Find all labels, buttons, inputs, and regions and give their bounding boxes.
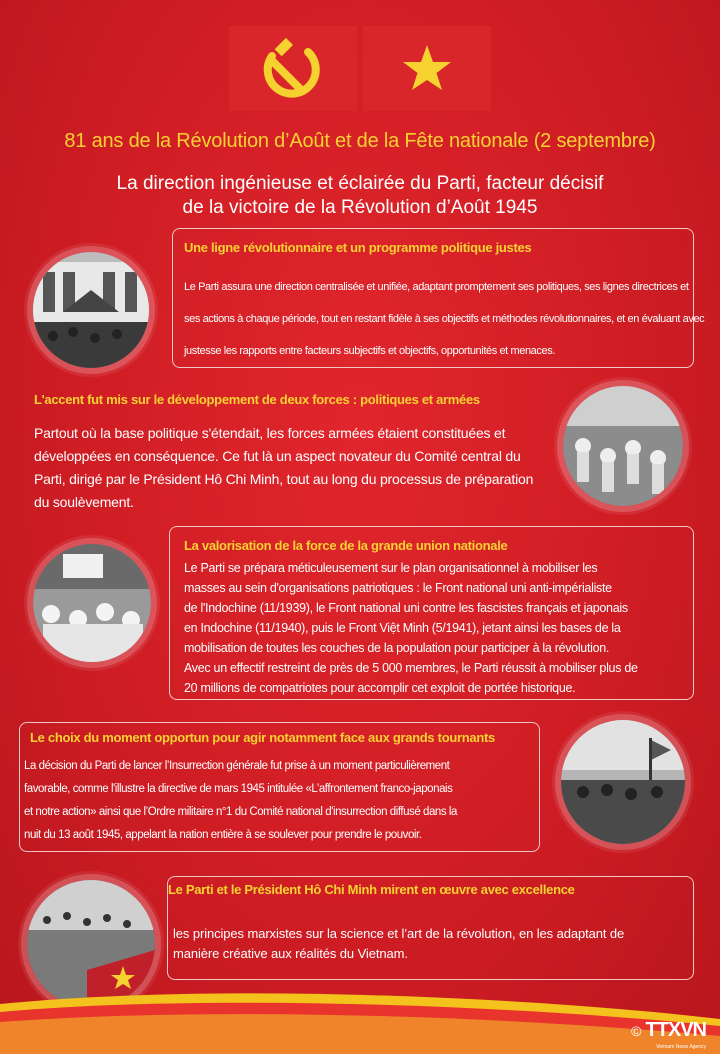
top-title: 81 ans de la Révolution d’Août et de la Fête nationale (2 septembre) <box>64 130 656 152</box>
hammer-sickle-icon <box>258 34 328 104</box>
section-body-4 <box>24 755 536 847</box>
copyright-symbol: © <box>631 1022 642 1039</box>
body-line: Partout où la base politique s'étendait, les forces armées étaient constituées et <box>34 425 506 441</box>
body-line: en Indochine (11/1940), puis le Front Việt Minh (5/1941), jetant ainsi les bases de la <box>184 621 621 635</box>
body-line: 20 millions de compatriotes pour accomplir cet exploit de portée historique. <box>184 681 576 695</box>
bottom-wave <box>0 964 720 1054</box>
main-title-line: La direction ingénieuse et éclairée du Parti, facteur décisif <box>116 173 604 194</box>
body-line: Avec un effectif restreint de près de 5 000 membres, le Parti réussit à mobiliser plus de <box>184 661 638 675</box>
body-line: et notre action» ainsi que l’Ordre militaire n°1 du Comité national d'insurrection diffusé dans la <box>24 806 457 818</box>
body-line: masses au sein d'organisations patriotiques : le Front national uni anti-impérialiste <box>184 581 612 595</box>
body-line: justesse les rapports entre facteurs subjectifs et objectifs, opportunités et menaces. <box>184 345 555 357</box>
body-line: manière créative aux réalités du Vietnam. <box>173 946 408 961</box>
party-flag <box>229 26 357 111</box>
body-line: du soulèvement. <box>34 494 134 510</box>
body-line: Le Parti assura une direction centralisée et unifiée, adaptant promptement ses politiques, ses lignes directrices et <box>184 281 689 293</box>
star-icon <box>399 41 455 97</box>
body-line: développées en conséquence. Ce fut là un aspect novateur du Comité central du <box>34 448 521 464</box>
photo-3 <box>33 544 151 662</box>
section-body-2 <box>34 422 554 514</box>
vietnam-flag <box>363 26 491 111</box>
section-title-3: La valorisation de la force de la grande union nationale <box>184 538 508 553</box>
body-line: favorable, comme l'illustre la directive de mars 1945 intitulée «L’affrontement franco-japonais <box>24 783 453 795</box>
section-body-1 <box>184 271 705 367</box>
section-title-1: Une ligne révolutionnaire et un programme politique justes <box>184 240 532 255</box>
body-line: ses actions à chaque période, tout en restant fidèle à ses objectifs et méthodes révolutionnaires, et en évaluant avec <box>184 313 705 325</box>
main-title <box>0 172 720 220</box>
section-body-3 <box>184 558 694 698</box>
photo-2 <box>563 386 683 506</box>
body-line: nuit du 13 août 1945, appelant la nation entière à se soulever pour prendre le pouvoir. <box>24 829 422 841</box>
photo-4 <box>561 720 685 844</box>
body-line: mobilisation de toutes les couches de la population pour participer à la révolution. <box>184 641 610 655</box>
agency-logo <box>645 1019 706 1050</box>
body-line: les principes marxistes sur la science et l’art de la révolution, en les adaptant de <box>173 926 625 941</box>
body-line: La décision du Parti de lancer l’Insurrection générale fut prise à un moment particulièrement <box>24 760 450 772</box>
body-line: Parti, dirigé par le Président Hô Chi Minh, tout au long du processus de préparation <box>34 471 534 487</box>
section-title-4: Le choix du moment opportun pour agir notamment face aux grands tournants <box>30 730 495 745</box>
credit <box>631 1019 706 1050</box>
body-line: de l'Indochine (11/1939), le Front national uni contre les fascistes français et japonais <box>184 601 628 615</box>
body-line: Le Parti se prépara méticuleusement sur le plan organisationnel à mobiliser les <box>184 561 598 575</box>
section-title-5: Le Parti et le Président Hô Chi Minh mirent en œuvre avec excellence <box>168 882 575 897</box>
agency-logo-subtitle: Vietnam News Agency <box>656 1044 706 1050</box>
main-title-line: de la victoire de la Révolution d’Août 1945 <box>182 197 538 218</box>
agency-logo-text: TTXVN <box>645 1019 706 1041</box>
section-title-2: L'accent fut mis sur le développement de deux forces : politiques et armées <box>34 392 480 407</box>
photo-1 <box>33 252 149 368</box>
section-body-5 <box>173 924 689 964</box>
